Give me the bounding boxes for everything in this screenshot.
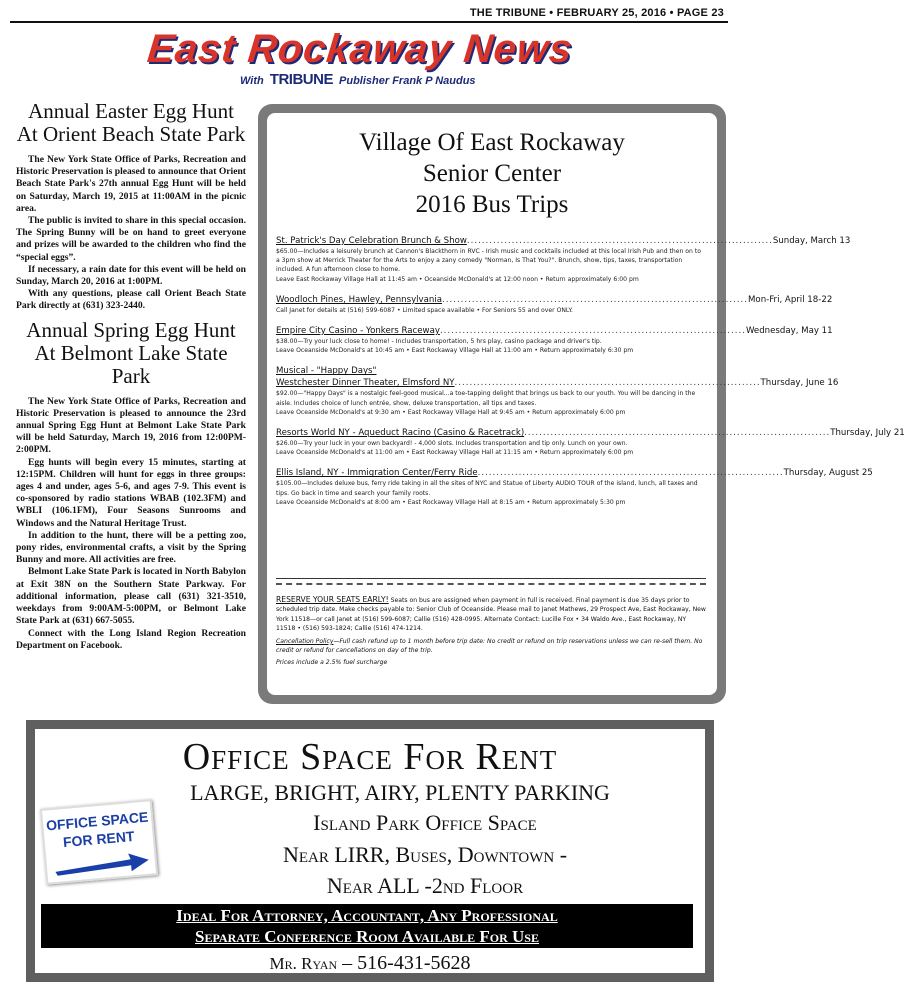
trip-name: St. Patrick's Day Celebration Brunch & Show (276, 236, 467, 246)
reserve-text: Seats on bus are assigned when payment in full is received. Final payment is due 35 days prior to scheduled trip date. Make checks payable to: Senior Club of Oceanside. Please mail to Janet Mathews, 29 Prospect Ave, East Rockaway, New York 11518—or call Janet at (516) 599-6087; Callie (516) 428-0995. Alternate Contact: Lucille Fox • 34 Waldo Ave., East Rockaway, NY 11518 • (516) 593-1824; Callie (516) 474-1214. (276, 597, 706, 633)
article-paragraph: The public is invited to share in this special occasion. The Spring Bunny will be on hand to greet everyone and prizes will be awarded to the children who find the “special eggs”. (16, 215, 246, 263)
ad-features: LARGE, BRIGHT, AIRY, PLENTY PARKING (190, 780, 610, 805)
trip-item: St. Patrick's Day Celebration Brunch & Show .................................................................................. Sunday, March 13 $65.00—Includes a leisurely brunch at Cannon's Blackthorn in RVC - Irish music and cocktails included at this local Irish Pub and then on to a 3pm show at Merrick Theater for the Arts to enjoy a zany comedy "Norman, Is That You?". Brunch, show, tips, taxes, transportation included. A fun afternoon close to home. Leave East Rockaway Village Hall at 11:45 am • Oceanside McDonald's at 12:00 noon • Return approximately 6:00 pm (276, 236, 851, 283)
trip-departure: Leave Oceanside McDonald's at 9:30 am • East Rockaway Village Hall at 9:45 am • Return approximately 6:00 pm (276, 408, 626, 416)
masthead-subtitle (240, 72, 560, 88)
trip-list (276, 235, 905, 517)
reservation-info (276, 595, 706, 668)
bus-title-line-3: 2016 Bus Trips (415, 191, 569, 218)
divider (276, 578, 706, 579)
article-title: Annual Easter Egg Hunt At Orient Beach State Park (16, 99, 246, 146)
article-paragraph: If necessary, a rain date for this event will be held on Sunday, March 20, 2016 at 1:00PM. (16, 263, 246, 288)
trip-description: $38.00—Try your luck close to home! - Includes transportation, 5 hrs play, casino package and driver's tip. (276, 338, 602, 346)
page-folio: THE TRIBUNE • FEBRUARY 25, 2016 • PAGE 23 (10, 6, 728, 23)
article-body (16, 154, 246, 313)
trip-date: Thursday, August 25 (783, 468, 873, 479)
trip-departure: Leave Oceanside McDonald's at 11:00 am • East Rockaway Village Hall at 11:15 am • Return approximately 6:00 pm (276, 449, 634, 457)
article-paragraph: Connect with the Long Island Region Recreation Department on Facebook. (16, 627, 246, 651)
trip-name: Resorts World NY - Aqueduct Racino (Casino & Racetrack) (276, 428, 525, 439)
trip-item: Musical - "Happy Days" Westchester Dinner Theater, Elmsford NY .................................................................................. Thursday, June 16 $92.00—"Happy Days" is a nostalgic feel-good musical...a toe-tapping delight that brings us back to our youth. You will be dancing in the aisle. Includes choice of lunch entrée, show, deluxe transportation, all tips and taxes. Leave Oceanside McDonald's at 9:30 am • East Rockaway Village Hall at 9:45 am • Return approximately 6:00 pm (276, 366, 839, 416)
trip-description: $92.00—"Happy Days" is a nostalgic feel-good musical...a toe-tapping delight that brings us back to our youth. You will be dancing in the aisle. Includes choice of lunch entrée, show, deluxe transportation, all tips and taxes. (276, 390, 696, 407)
contact-separator: – (337, 952, 358, 974)
article-paragraph: Egg hunts will begin every 15 minutes, starting at 12:15PM. Children will hunt for eggs in three groups: ages 4 and under, ages 5-6, and ages 7-9. This event is co-sponsored by radio stations WBAB (102.3FM) and WBLI (106.1FM), Four Seasons Sunrooms and Windows and the Natural Heritage Trust. (16, 456, 246, 529)
contact-phone: 516-431-5628 (357, 952, 471, 974)
bus-title-line-2: Senior Center (422, 160, 562, 187)
bus-trips-title (267, 127, 717, 220)
ad-location: Island Park Office Space (313, 810, 537, 835)
office-space-ad (26, 720, 714, 982)
trip-departure: Leave East Rockaway Village Hall at 11:45 am • Oceanside McDonald's at 12:00 noon • Return approximately 6:00 pm (276, 275, 639, 283)
article-paragraph: The New York State Office of Parks, Recreation and Historic Preservation is pleased to announce that Orient Beach State Park's 27th annual Egg Hunt will be held on Saturday, March 19, 2015 at 11:00AM in the picnic area. (16, 154, 246, 214)
article-paragraph: Belmont Lake State Park is located in North Babylon at Exit 38N on the Southern State Parkway. For additional information, please call (631) 321-3510, weekdays from 9:00AM-5:00PM, or Belmont Lake State Park at (631) 667-5055. (16, 566, 246, 627)
ad-bar-line-2: Separate Conference Room Available For Use (195, 927, 539, 946)
cancellation-text: —Full cash refund up to 1 month before trip date: No credit or refund on trip reservations unless we can re-sell them. No credit or refund for cancellations on day of the trip. (276, 637, 703, 655)
trip-date: Mon-Fri, April 18-22 (748, 294, 833, 305)
article-paragraph: With any questions, please call Orient Beach State Park directly at (631) 323-2440. (16, 288, 246, 312)
subtitle-prefix: With (240, 75, 264, 87)
article-paragraph: The New York State Office of Parks, Recreation and Historic Preservation is pleased to announce the 23rd annual Spring Egg Hunt at Belmont Lake State Park will be held Saturday, March 19, 2016 from 12:00PM-2:00PM. (16, 395, 246, 456)
trip-name: Westchester Dinner Theater, Elmsford NY (276, 378, 455, 389)
trip-date: Sunday, March 13 (772, 236, 851, 246)
bus-title-line-1: Village Of East Rockaway (359, 129, 625, 156)
sign-line-2: FOR RENT (62, 827, 136, 851)
sign-line-1: OFFICE SPACE (45, 808, 149, 834)
trip-item: Ellis Island, NY - Immigration Center/Ferry Ride .................................................................................. Thursday, August 25 $105.00—Includes deluxe bus, ferry ride taking in all the sites of NYC and Statue of Liberty AUDIO TOUR of the island, lunch, all taxes and tips. Go back in time and search your family roots. Leave Oceanside McDonald's at 8:00 am • East Rockaway Village Hall at 8:15 am • Return approximately 5:30 pm (276, 468, 873, 506)
article-spring-egg-hunt (16, 319, 246, 652)
divider-dashed (276, 583, 706, 585)
ad-contact (35, 951, 705, 976)
article-easter-egg-hunt (16, 100, 246, 313)
trip-description: $65.00—Includes a leisurely brunch at Cannon's Blackthorn in RVC - Irish music and cocktails included at this local Irish Pub and then on to a 3pm show at Merrick Theater for the Arts to enjoy a zany comedy "Norman, Is That You?". Brunch, show, tips, taxes, transportation included. A fun afternoon close to home. (276, 248, 701, 274)
reserve-heading: RESERVE YOUR SEATS EARLY! (276, 595, 389, 604)
trip-departure: Leave Oceanside McDonald's at 10:45 am • East Rockaway Village Hall at 11:00 am • Return approximately 6:30 pm (276, 347, 634, 355)
trip-item: Woodloch Pines, Hawley, Pennsylvania .................................................................................. Mon-Fri, April 18-22 Call Janet for details at (516) 599-6087 • Limited space available • For Seniors 55 and over ONLY. (276, 294, 833, 314)
trip-musical-label: Musical - "Happy Days" (276, 366, 377, 377)
trip-item: Empire City Casino - Yonkers Raceway .................................................................................. Wednesday, May 11 $38.00—Try your luck close to home! - Includes transportation, 5 hrs play, casino package and driver's tip. Leave Oceanside McDonald's at 10:45 am • East Rockaway Village Hall at 11:00 am • Return approximately 6:30 pm (276, 326, 833, 355)
cancellation-heading: Cancellation Policy (276, 637, 334, 645)
contact-name: Mr. Ryan (269, 954, 338, 973)
for-rent-sign (40, 799, 158, 884)
masthead-title: East Rockaway News (145, 27, 575, 71)
tribune-logo: TRIBUNE (269, 71, 333, 88)
ad-highlight-bar (41, 904, 693, 948)
trip-departure: Leave Oceanside McDonald's at 8:00 am • East Rockaway Village Hall at 8:15 am • Return approximately 5:30 pm (276, 498, 626, 506)
bus-trips-box (258, 104, 905, 704)
ad-transit: Near LIRR, Buses, Downtown - (282, 842, 568, 867)
trip-date: Thursday, June 16 (760, 378, 839, 389)
fuel-surcharge-note: Prices include a 2.5% fuel surcharge (276, 659, 388, 667)
trip-name: Ellis Island, NY - Immigration Center/Ferry Ride (276, 468, 478, 479)
trip-departure: Call Janet for details at (516) 599-6087 • Limited space available • For Seniors 55 and over ONLY. (276, 306, 573, 314)
ad-floor: Near ALL -2nd Floor (326, 873, 524, 898)
article-body (16, 396, 246, 652)
article-paragraph: In addition to the hunt, there will be a petting zoo, pony rides, environmental crafts, a visit by the Spring Bunny and more. All activities are free. (16, 529, 246, 566)
office-space-ad-panel (35, 729, 705, 973)
trip-item: Resorts World NY - Aqueduct Racino (Casino & Racetrack) .................................................................................. Thursday, July 21 $26.00—Try your luck in your own backyard! - 4,000 slots. Includes transportation and tip only. Lunch on your own. Leave Oceanside McDonald's at 11:00 am • East Rockaway Village Hall at 11:15 am • Return approximately 6:00 pm (276, 428, 905, 457)
trip-description: $105.00—Includes deluxe bus, ferry ride taking in all the sites of NYC and Statue of Liberty AUDIO TOUR of the island, lunch, all taxes and tips. Go back in time and search your family roots. (276, 480, 698, 497)
article-title: Annual Spring Egg Hunt At Belmont Lake State Park (26, 317, 236, 388)
trip-name: Woodloch Pines, Hawley, Pennsylvania (276, 294, 443, 305)
trip-description: $26.00—Try your luck in your own backyard! - 4,000 slots. Includes transportation and tip only. Lunch on your own. (276, 440, 628, 448)
arrow-icon (52, 850, 152, 880)
trip-name: Empire City Casino - Yonkers Raceway (276, 326, 440, 337)
left-column (16, 100, 246, 700)
trip-date: Wednesday, May 11 (745, 326, 833, 337)
trip-date: Thursday, July 21 (830, 428, 905, 439)
bus-trips-panel (267, 113, 905, 695)
subtitle-publisher: Publisher Frank P Naudus (339, 75, 476, 87)
ad-title: Office Space For Rent (182, 736, 558, 778)
ad-bar-line-1: Ideal For Attorney, Accountant, Any Professional (176, 906, 558, 925)
